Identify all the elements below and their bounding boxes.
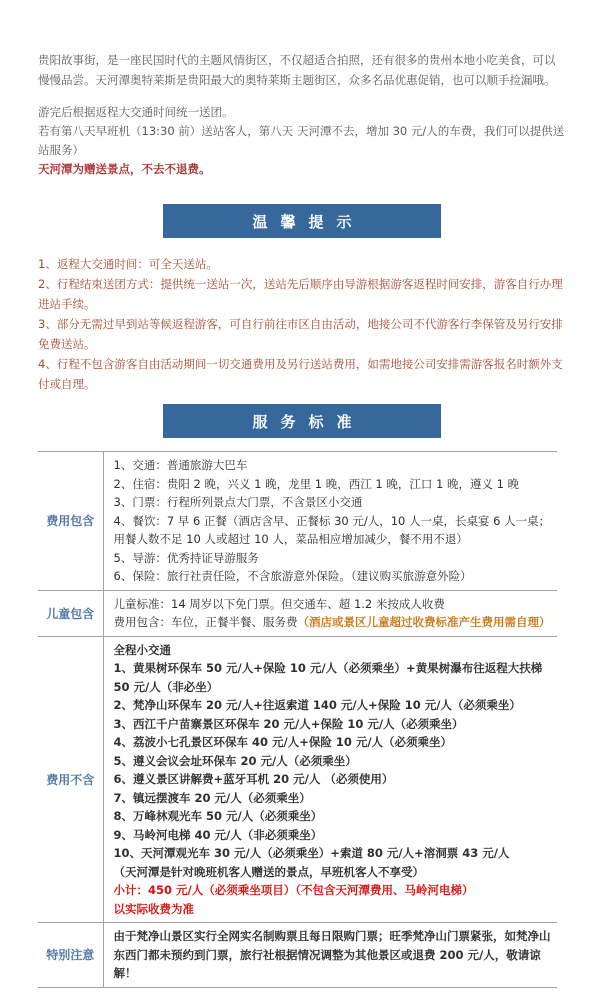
special-notice-text: 由于梵净山景区实行全网实名制购票且每日限购门票；旺季梵净山门票紧张，如梵净山东西门都未预约到门票，旅行社根据情况调整为其他景区或退费 200 元/人，敬请谅解！ [113, 929, 551, 980]
service-standard-banner: 服务标准 [163, 404, 441, 438]
warm-tips-banner: 温馨提示 [163, 204, 441, 238]
fee-excluded-item-4: 4、荔波小七孔景区环保车 40 元/人+保险 10 元/人（必须乘坐） [113, 735, 453, 749]
fee-included-item-6: 6、保险：旅行社责任险，不含旅游意外保险。（建议购买旅游意外险） [113, 569, 472, 583]
children-label: 儿童包含 [38, 590, 103, 636]
table-row-fee-excluded [38, 636, 557, 923]
fee-excluded-item-3: 3、西江千户苗寨景区环保车 20 元/人+保险 10 元/人（必须乘坐） [113, 716, 464, 731]
fee-included-item-5: 5、导游：优秀持证导游服务 [113, 550, 259, 565]
table-row-special-notice [38, 923, 557, 988]
children-fee-highlight: （酒店或景区儿童超过收费标准产生费用需自理） [297, 615, 551, 629]
fee-excluded-subtotal-note: 以实际收费为准 [113, 901, 194, 916]
fee-excluded-subtotal: 小计：450 元/人（必须乘坐项目）（不包含天河潭费用、马岭河电梯） [113, 883, 474, 897]
warm-tips-list [38, 254, 566, 394]
warm-tip-item-2: 2、行程结束送团方式：提供统一送站一次，送站先后顺序由导游根据游客返程时间安排，游客自行办理进站手续。 [38, 277, 563, 311]
children-content [103, 590, 557, 636]
refund-note: 天河潭为赠送景点，不去不退费。 [38, 162, 211, 176]
intro-paragraph: 贵阳故事街，是一座民国时代的主题风情街区，不仅超适合拍照，还有很多的贵州本地小吃美食，可以慢慢品尝。天河潭奥特莱斯是贵阳最大的奥特莱斯主题街区，众多名品优惠促销，也可以顺手捡漏哦。 [38, 53, 556, 87]
fee-included-item-3: 3、门票：行程所列景点大门票，不含景区小交通 [113, 495, 363, 509]
early-flight-note: 若有第八天早班机（13:30 前）送站客人，第八天 天河潭不去，增加 30 元/人的车费，我们可以提供送站服务） [38, 124, 565, 157]
children-fee-text: 费用包含：车位，正餐半餐、服务费 [113, 615, 298, 629]
children-standard-line: 儿童标准：14 周岁以下免门票。但交通车、超 1.2 米按成人收费 [113, 596, 445, 611]
fee-excluded-header: 全程小交通 [113, 642, 171, 657]
intro-section [38, 50, 566, 90]
departure-note: 游完后根据返程大交通时间统一送团。 [38, 105, 234, 119]
fee-excluded-item-5: 5、遵义会议会址环保车 20 元/人（必须乘坐） [113, 753, 357, 768]
fee-excluded-item-6: 6、遵义景区讲解费+蓝牙耳机 20 元/人 （必须使用） [113, 772, 394, 786]
fee-included-label: 费用包含 [38, 452, 103, 591]
special-notice-content [103, 923, 557, 988]
fee-excluded-item-2: 2、梵净山环保车 20 元/人+往返索道 140 元/人+保险 10 元/人（必须乘坐） [113, 698, 521, 712]
shuttle-section [38, 103, 566, 179]
special-notice-label: 特别注意 [38, 923, 103, 988]
table-row-fee-included [38, 452, 557, 591]
warm-tip-item-3: 3、部分无需过早到站等候返程游客，可自行前往市区自由活动，地接公司不代游客行李保管及另行安排免费送站。 [38, 317, 563, 351]
fee-excluded-label: 费用不含 [38, 636, 103, 923]
fee-excluded-item-10: 10、天河潭观光车 30 元/人（必须乘坐）+索道 80 元/人+溶洞票 43 元/人 [113, 846, 510, 860]
table-row-children [38, 590, 557, 636]
fee-excluded-item-9: 9、马岭河电梯 40 元/人（非必须乘坐） [113, 827, 323, 842]
warm-tip-item-4: 4、行程不包含游客自由活动期间一切交通费用及另行送站费用，如需地接公司安排需游客报名时额外支付或自理。 [38, 357, 563, 391]
fee-excluded-item-8: 8、万峰林观光车 50 元/人（必须乘坐） [113, 809, 323, 823]
service-standard-table [38, 451, 557, 988]
fee-included-item-2: 2、住宿：贵阳 2 晚，兴义 1 晚，龙里 1 晚，西江 1 晚，江口 1 晚，遵义 1 晚 [113, 476, 520, 491]
fee-excluded-item-1: 1、黄果树环保车 50 元/人+保险 10 元/人（必须乘坐）+黄果树瀑布往返程大扶梯 50 元/人（非必坐） [113, 661, 543, 694]
children-fee-line [114, 613, 554, 632]
fee-excluded-item-7: 7、镇远摆渡车 20 元/人（必须乘坐） [113, 790, 311, 805]
fee-included-item-4: 4、餐饮：7 早 6 正餐（酒店含早、正餐标 30 元/人，10 人一桌，长桌宴 6 人一桌；用餐人数不足 10 人或超过 10 人，菜品相应增加减少，餐不用不退） [113, 513, 551, 546]
fee-excluded-content [103, 636, 557, 923]
fee-included-item-1: 1、交通：普通旅游大巴车 [113, 458, 248, 472]
warm-tip-item-1: 1、返程大交通时间：可全天送站。 [38, 257, 218, 271]
fee-excluded-item-10-note: （天河潭是针对晚班机客人赠送的景点，早班机客人不享受） [113, 864, 424, 879]
fee-included-content [103, 452, 557, 591]
